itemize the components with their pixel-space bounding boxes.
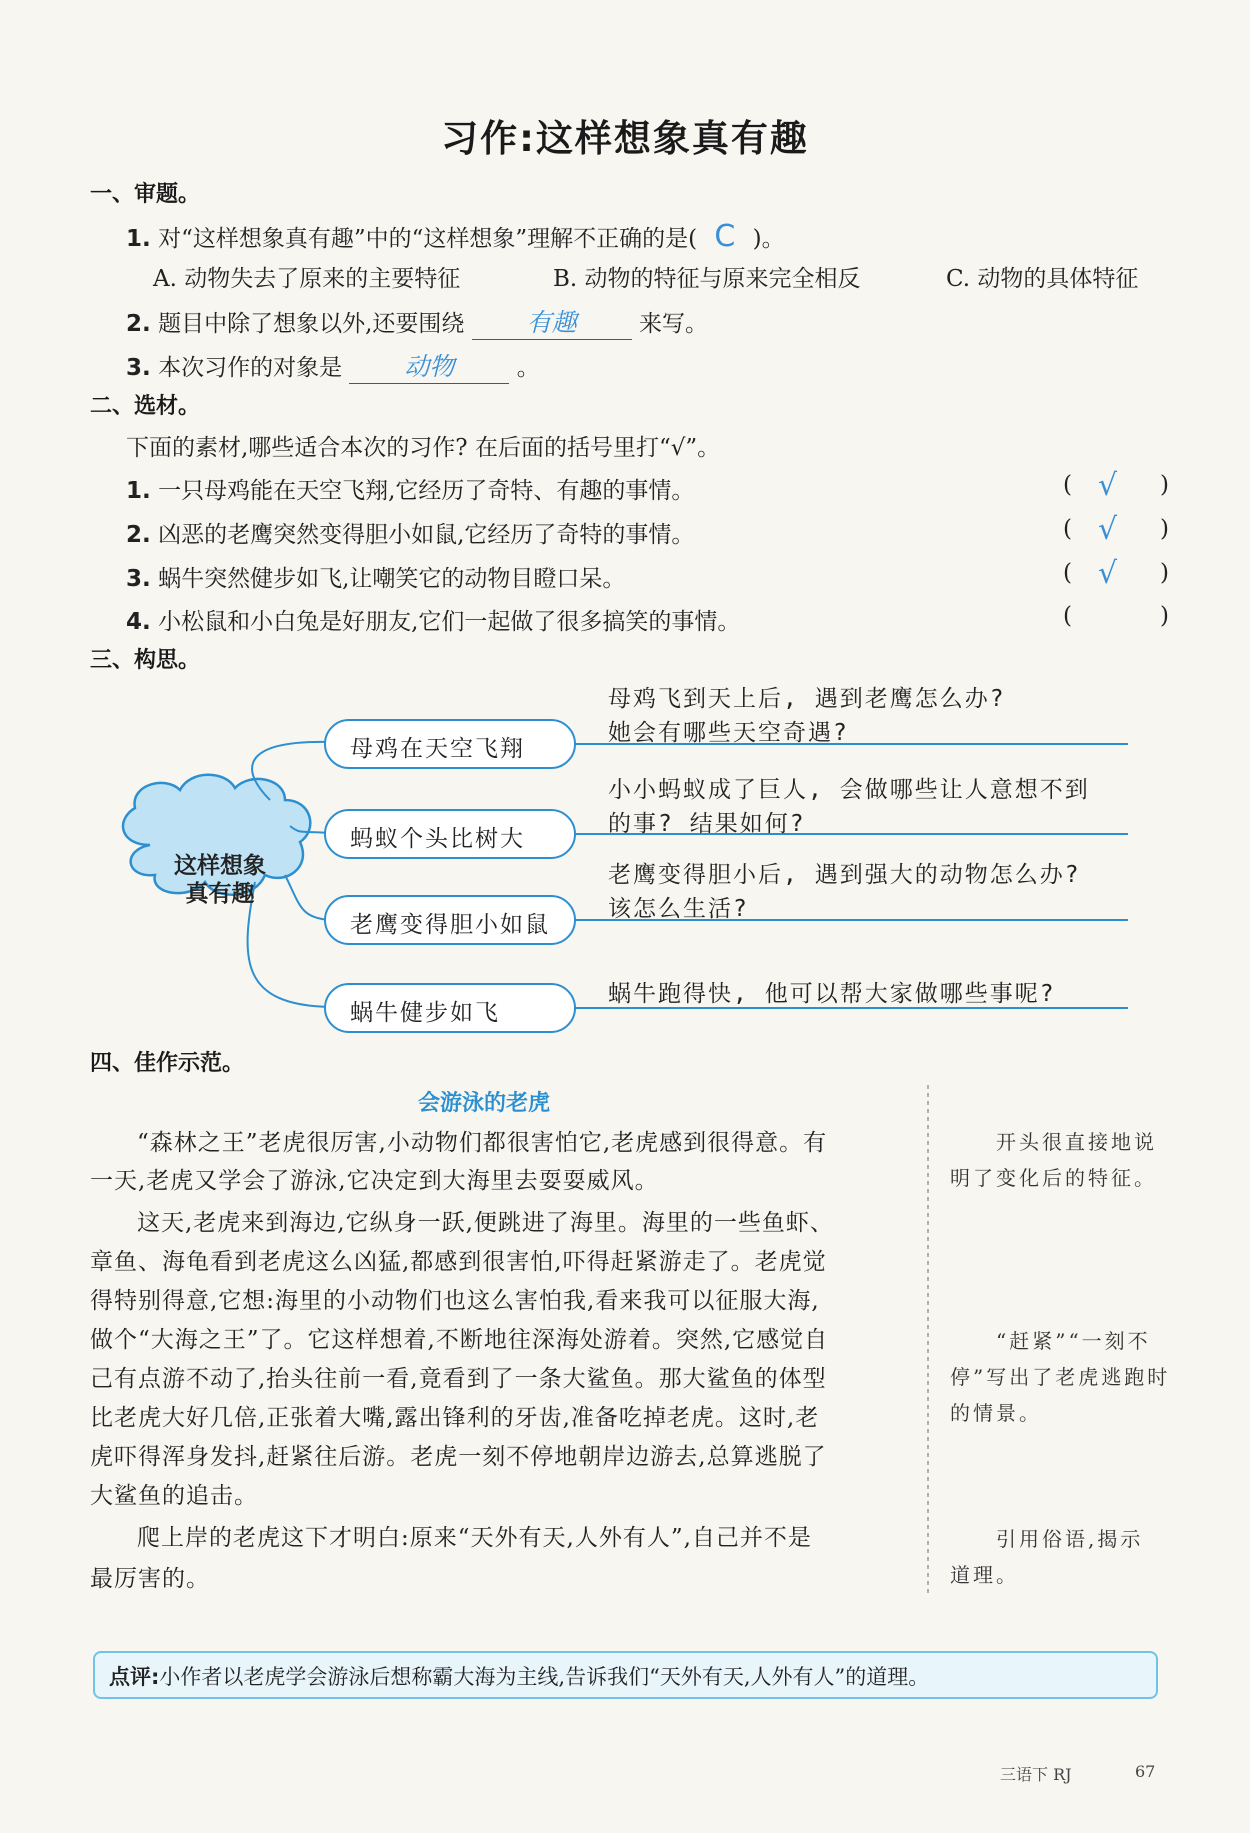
question-number: 2.	[126, 311, 151, 337]
check-mark: √	[1098, 556, 1118, 591]
answer-blank: 动物	[349, 347, 509, 384]
question-close: )。	[752, 226, 785, 252]
option-a: A. 动物失去了原来的主要特征	[153, 266, 461, 292]
margin-note-1b: 明了变化后的特征。	[950, 1166, 1157, 1190]
item-text: 蜗牛突然健步如飞,让嘲笑它的动物目瞪口呆。	[158, 566, 626, 592]
mind-map-center	[140, 852, 300, 908]
essay-line-5: 得特别得意,它想:海里的小动物们也这么害怕我,看来我可以征服大海,	[90, 1288, 820, 1314]
footer-book: 三语下 RJ	[1000, 1765, 1072, 1784]
handwritten-answer: C	[714, 219, 736, 254]
question-number: 3.	[126, 355, 151, 381]
margin-note-2a: “赶紧”“一刻不	[996, 1329, 1151, 1353]
branch-note-1a: 母鸡飞到天上后, 遇到老鹰怎么办?	[608, 686, 1006, 712]
essay-line-6: 做个“大海之王”了。它这样想着,不断地往深海处游着。突然,它感觉自	[90, 1327, 829, 1353]
branch-note-1b: 她会有哪些天空奇遇?	[608, 720, 849, 746]
essay-line-9: 虎吓得浑身发抖,赶紧往后游。老虎一刻不停地朝岸边游去,总算逃脱了	[90, 1444, 827, 1470]
item-number: 1.	[126, 478, 151, 504]
item-number: 4.	[126, 609, 151, 635]
essay-line-3: 这天,老虎来到海边,它纵身一跃,便跳进了海里。海里的一些鱼虾、	[137, 1210, 834, 1236]
check-mark: √	[1098, 512, 1118, 547]
question-after: 。	[516, 355, 540, 381]
essay-title: 会游泳的老虎	[418, 1091, 551, 1116]
comment-label: 点评:	[109, 1665, 160, 1689]
page-number: 67	[1135, 1762, 1156, 1781]
check-mark: √	[1098, 468, 1118, 503]
branch-label-3: 老鹰变得胆小如鼠	[350, 912, 550, 938]
item-text: 凶恶的老鹰突然变得胆小如鼠,它经历了奇特的事情。	[158, 522, 695, 548]
branch-label-4: 蜗牛健步如飞	[350, 1000, 500, 1026]
section-heading-4: 四、佳作示范。	[90, 1051, 245, 1076]
option-b: B. 动物的特征与原来完全相反	[553, 266, 861, 292]
question-text: 题目中除了想象以外,还要围绕	[158, 311, 465, 337]
branch-note-2a: 小小蚂蚁成了巨人, 会做哪些让人意想不到	[608, 777, 1090, 803]
branch-label-1: 母鸡在天空飞翔	[350, 736, 525, 762]
branch-note-3b: 该怎么生活?	[608, 896, 749, 922]
margin-note-3a: 引用俗语,揭示	[996, 1527, 1144, 1551]
essay-line-7: 己有点游不动了,抬头往前一看,竟看到了一条大鲨鱼。那大鲨鱼的体型	[90, 1366, 827, 1392]
item-number: 3.	[126, 566, 151, 592]
essay-line-1: “森林之王”老虎很厉害,小动物们都很害怕它,老虎感到很得意。有	[137, 1130, 828, 1156]
item-text: 小松鼠和小白兔是好朋友,它们一起做了很多搞笑的事情。	[158, 609, 741, 635]
essay-line-8: 比老虎大好几倍,正张着大嘴,露出锋利的牙齿,准备吃掉老虎。这时,老	[90, 1405, 820, 1431]
center-line-1: 这样想象	[174, 853, 266, 879]
essay-line-12: 最厉害的。	[90, 1566, 210, 1592]
margin-note-2b: 停”写出了老虎逃跑时	[950, 1365, 1171, 1389]
page-title: 习作:这样想象真有趣	[441, 117, 809, 160]
answer-blank: 有趣	[472, 303, 632, 340]
center-line-2: 真有趣	[185, 881, 255, 907]
question-after: 来写。	[639, 311, 708, 337]
branch-label-2: 蚂蚁个头比树大	[350, 826, 525, 852]
question-text: 本次习作的对象是	[158, 355, 343, 381]
essay-line-11: 爬上岸的老虎这下才明白:原来“天外有天,人外有人”,自己并不是	[137, 1525, 812, 1551]
item-text: 一只母鸡能在天空飞翔,它经历了奇特、有趣的事情。	[158, 478, 695, 504]
margin-note-3b: 道理。	[950, 1563, 1019, 1587]
margin-note-2c: 的情景。	[950, 1401, 1042, 1425]
question-number: 1.	[126, 226, 151, 252]
question-text: 对“这样想象真有趣”中的“这样想象”理解不正确的是(	[158, 226, 698, 252]
section-heading-2: 二、选材。	[90, 394, 201, 419]
essay-line-4: 章鱼、海龟看到老虎这么凶猛,都感到很害怕,吓得赶紧游走了。老虎觉	[90, 1249, 827, 1275]
item-number: 2.	[126, 522, 151, 548]
essay-line-10: 大鲨鱼的追击。	[90, 1483, 258, 1509]
selection-intro: 下面的素材,哪些适合本次的习作? 在后面的括号里打“√”。	[126, 435, 721, 461]
branch-note-3a: 老鹰变得胆小后, 遇到强大的动物怎么办?	[608, 862, 1081, 888]
option-c: C. 动物的具体特征	[946, 266, 1139, 292]
branch-note-4a: 蜗牛跑得快, 他可以帮大家做哪些事呢?	[608, 981, 1056, 1007]
essay-line-2: 一天,老虎又学会了游泳,它决定到大海里去耍耍威风。	[90, 1168, 659, 1194]
margin-note-1a: 开头很直接地说	[996, 1130, 1157, 1154]
comment-box	[93, 1651, 1158, 1699]
comment-text: 小作者以老虎学会游泳后想称霸大海为主线,告诉我们“天外有天,人外有人”的道理。	[159, 1665, 930, 1689]
section-heading-3: 三、构思。	[90, 648, 201, 673]
section-heading-1: 一、审题。	[90, 182, 201, 207]
branch-note-2b: 的事? 结果如何?	[608, 811, 806, 837]
